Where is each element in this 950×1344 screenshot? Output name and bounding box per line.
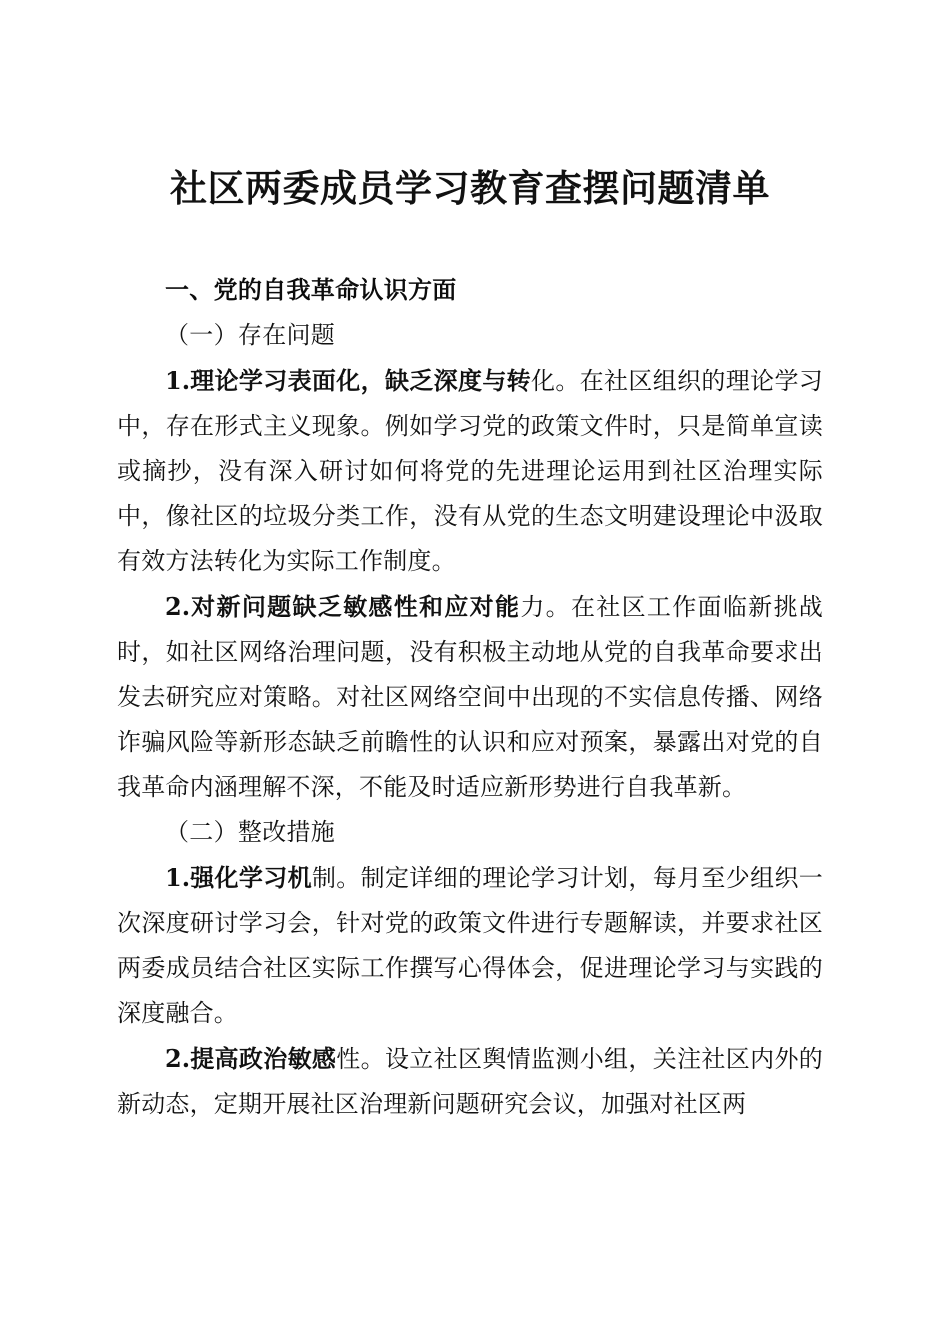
- item-body-text: 化。在社区组织的理论学习中，存在形式主义现象。例如学习党的政策文件时，只是简单宣读或摘抄，没有深入研讨如何将党的先进理论运用到社区治理实际中，像社区的垃圾分类工作，没有从党的生态文明建设理论中汲取有效方法转化为实际工作制度。: [117, 367, 823, 575]
- page-title: 社区两委成员学习教育查摆问题清单: [170, 167, 770, 210]
- item-body-text: 性。设立社区舆情监测小组，关注社区内外的新动态，定期开展社区治理新问题研究会议，加强对社区两: [117, 1045, 824, 1118]
- item-lead-in: 提高政治敏感: [190, 1044, 337, 1073]
- item-body-text: 力。在社区工作面临新挑战时，如社区网络治理问题，没有积极主动地从党的自我革命要求出发去研究应对策略。对社区网络空间中出现的不实信息传播、网络诈骗风险等新形态缺乏前瞻性的认识和应对预案，暴露出对党的自我革命内涵理解不深，不能及时适应新形势进行自我革新。: [117, 593, 823, 801]
- list-item: [117, 584, 823, 810]
- item-lead-in: 强化学习机: [190, 863, 312, 892]
- section-heading-1: 一、党的自我革命认识方面: [165, 276, 457, 304]
- item-lead-in: 理论学习表面化，缺乏深度与转: [190, 366, 532, 395]
- item-number: 2.: [165, 592, 191, 621]
- subsection-heading-1-2: （二）整改措施: [165, 818, 336, 846]
- list-item: [117, 855, 823, 1036]
- document-body: [117, 0, 823, 1344]
- item-number: 1.: [165, 366, 191, 395]
- title-spacer: [117, 212, 823, 268]
- item-body-text: 制。制定详细的理论学习计划，每月至少组织一次深度研讨学习会，针对党的政策文件进行专题解读，并要求社区两委成员结合社区实际工作撰写心得体会，促进理论学习与实践的深度融合。: [117, 864, 824, 1027]
- item-number: 1.: [165, 863, 191, 892]
- list-item: [117, 1036, 823, 1127]
- item-lead-in: 对新问题缺乏敏感性和应对能: [190, 592, 521, 621]
- list-item: [117, 358, 823, 584]
- subsection-heading-1-1: （一）存在问题: [165, 321, 336, 349]
- item-number: 2.: [165, 1044, 191, 1073]
